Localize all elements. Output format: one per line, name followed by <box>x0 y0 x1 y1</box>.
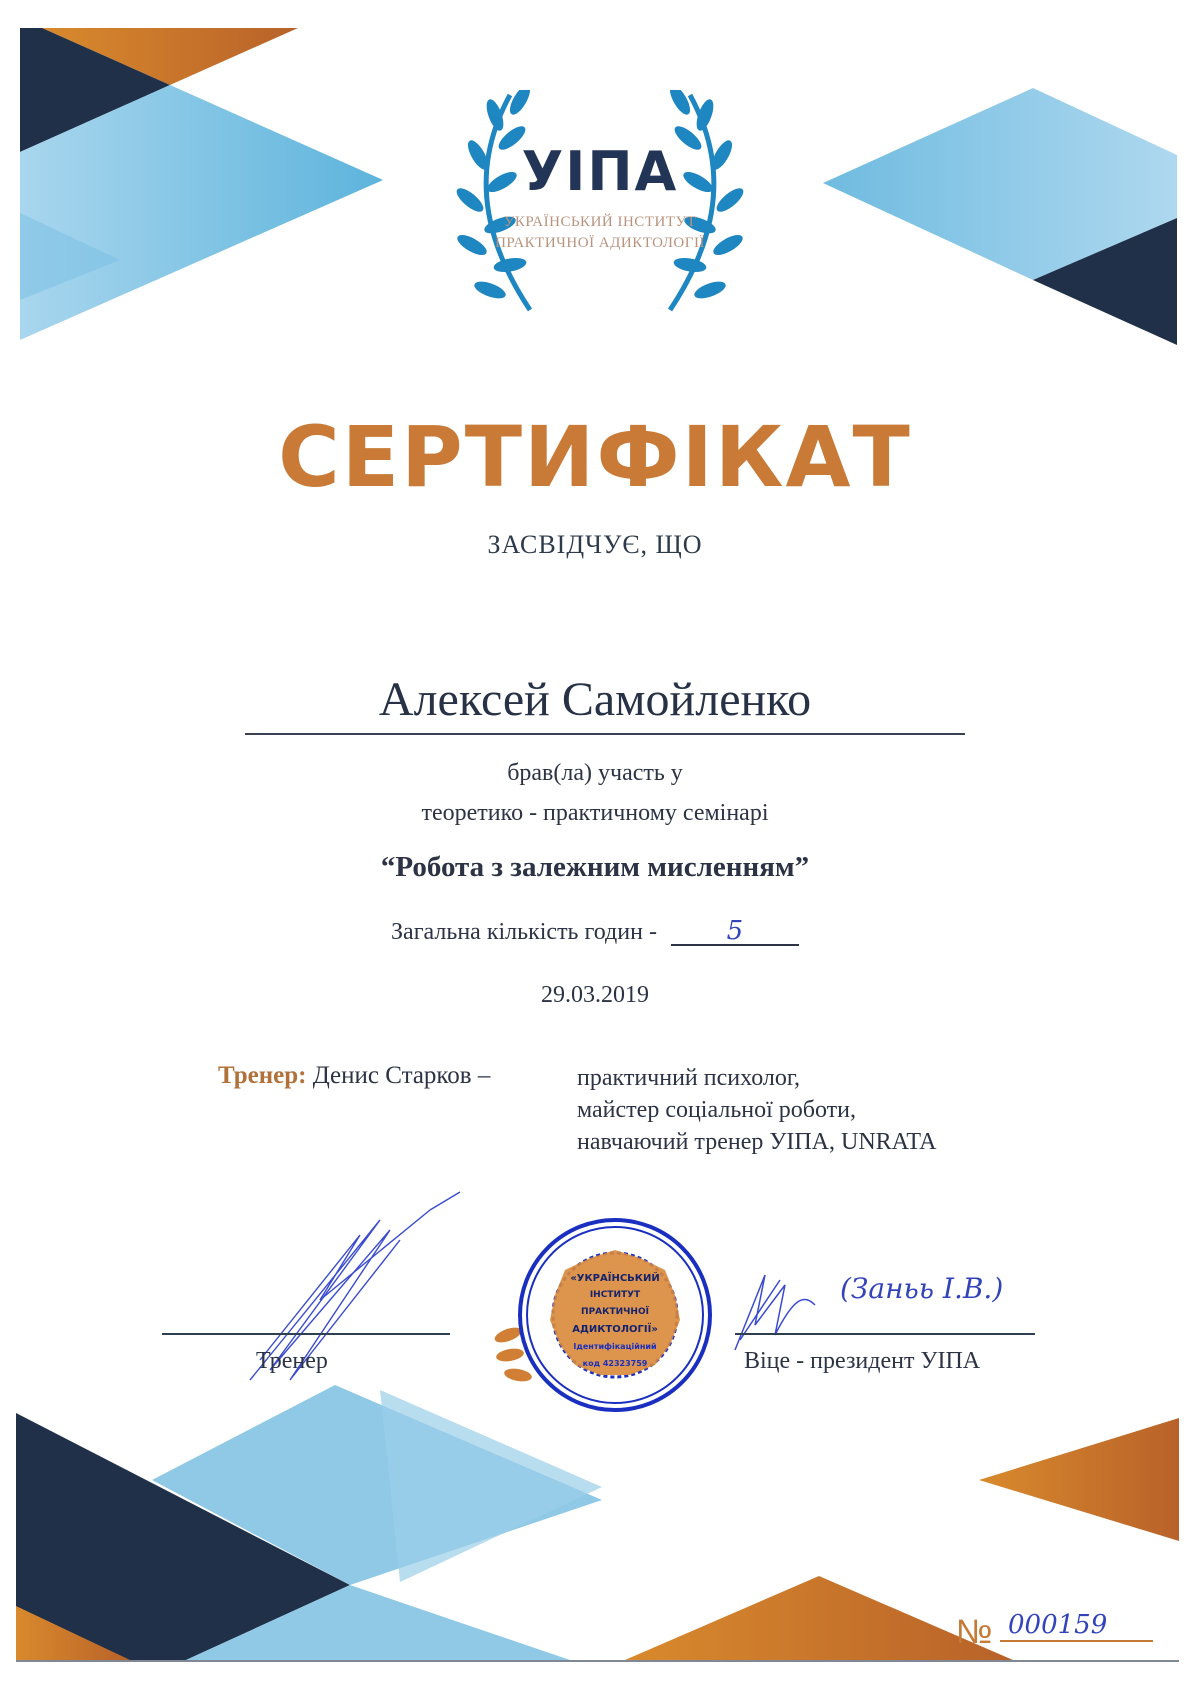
certificate-title: СЕРТИФІКАТ <box>278 408 912 506</box>
top-right-shapes <box>823 88 1177 345</box>
stamp-text: «УКРАЇНСЬКИЙ <box>570 1273 660 1284</box>
vice-president-signature-scribble <box>725 1265 845 1355</box>
vice-president-signature-line <box>735 1333 1035 1335</box>
trainer-block <box>218 1060 490 1092</box>
serial-number-value: 000159 <box>1000 1610 1153 1642</box>
recipient-underline <box>245 733 965 735</box>
hours-row <box>0 918 1190 946</box>
logo-title: УІПА <box>521 140 679 203</box>
recipient-name: Алексей Самойленко <box>378 673 812 726</box>
bottom-left-shapes <box>16 1385 602 1660</box>
trainer-signature-line <box>162 1333 450 1335</box>
vice-president-handwritten-name: (Заньь І.В.) <box>840 1272 1004 1305</box>
event-date: 29.03.2019 <box>541 982 649 1008</box>
hours-value: 5 <box>671 918 799 946</box>
trainer-name: Денис Старков – <box>312 1062 491 1089</box>
serial-number-symbol: № <box>956 1613 993 1651</box>
top-left-shapes <box>20 28 383 340</box>
trainer-signature-scribble <box>230 1190 470 1410</box>
trainer-credential: навчаючий тренер УІПА, UNRATA <box>577 1129 937 1155</box>
trainer-label: Тренер: <box>218 1062 307 1089</box>
official-stamp <box>490 1210 730 1420</box>
stamp-text: ІНСТИТУТ ПРАКТИЧНОЇ <box>581 1290 649 1317</box>
trainer-credential: практичний психолог, <box>577 1065 800 1091</box>
trainer-signature-label: Тренер <box>256 1348 328 1374</box>
trainer-credential: майстер соціальної роботи, <box>577 1097 856 1123</box>
stamp-text: код 42323759 <box>582 1359 648 1368</box>
stamp-text: АДИКТОЛОГІЇ» <box>572 1324 658 1335</box>
vice-president-signature-label: Віце - президент УІПА <box>744 1348 981 1374</box>
seminar-title: “Робота з залежним мисленням” <box>380 851 810 883</box>
logo-subtitle-line2: ПРАКТИЧНОЇ АДИКТОЛОГІЇ <box>495 235 705 251</box>
certificate-subtitle: ЗАСВІДЧУЄ, ЩО <box>487 530 703 559</box>
participation-text: брав(ла) участь у <box>507 760 683 786</box>
laurel-wreath-icon <box>440 90 760 320</box>
stamp-text: Ідентифікаційний <box>573 1342 657 1351</box>
event-type-text: теоретико - практичному семінарі <box>421 800 769 826</box>
logo-subtitle-line1: УКРАЇНСЬКИЙ ІНСТИТУТ <box>503 214 697 230</box>
institute-logo <box>440 90 760 320</box>
hours-label: Загальна кількість годин - <box>391 919 657 945</box>
